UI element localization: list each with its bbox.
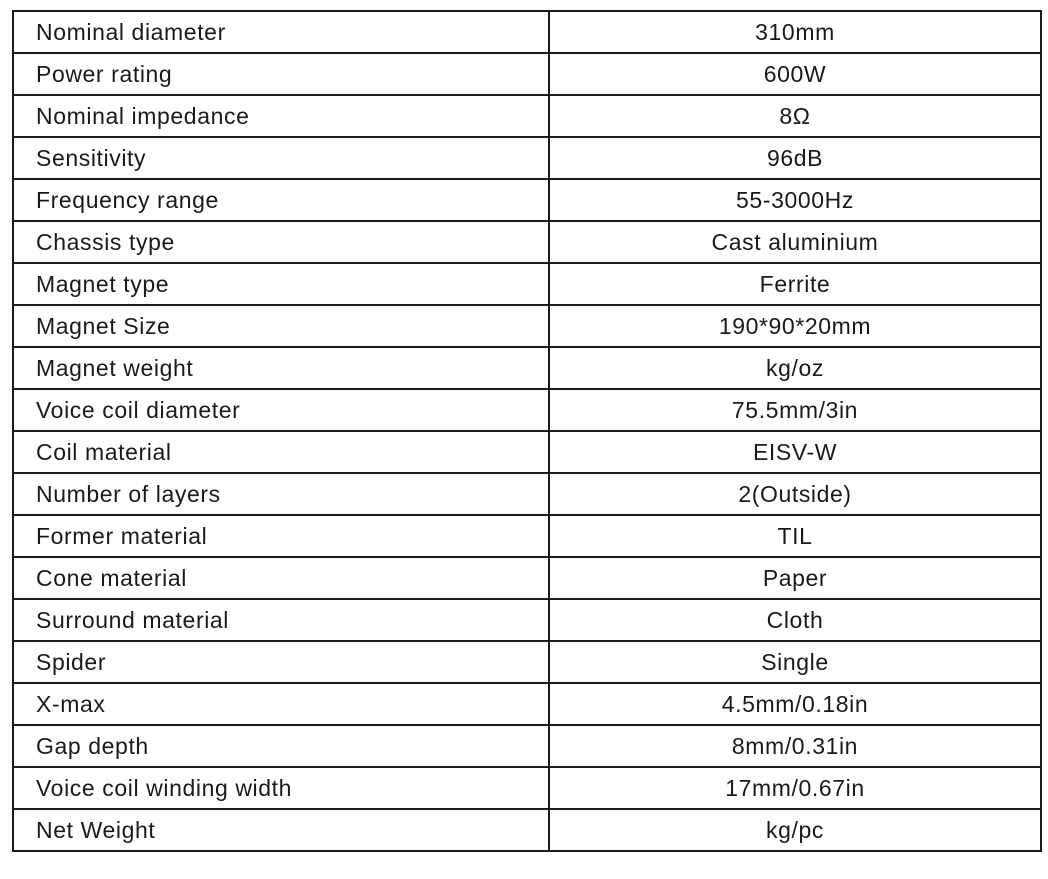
spec-value: Ferrite — [549, 263, 1041, 305]
table-row — [13, 809, 1041, 851]
spec-label: X-max — [13, 683, 549, 725]
table-row — [13, 137, 1041, 179]
spec-table — [12, 10, 1042, 852]
spec-value: 75.5mm/3in — [549, 389, 1041, 431]
spec-value: 190*90*20mm — [549, 305, 1041, 347]
spec-label: Voice coil diameter — [13, 389, 549, 431]
spec-value: 17mm/0.67in — [549, 767, 1041, 809]
spec-label: Surround material — [13, 599, 549, 641]
spec-label: Magnet weight — [13, 347, 549, 389]
spec-label: Magnet Size — [13, 305, 549, 347]
table-row — [13, 557, 1041, 599]
spec-value: Cast aluminium — [549, 221, 1041, 263]
table-row — [13, 683, 1041, 725]
table-row — [13, 53, 1041, 95]
spec-value: 8Ω — [549, 95, 1041, 137]
spec-value: 600W — [549, 53, 1041, 95]
spec-label: Frequency range — [13, 179, 549, 221]
spec-label: Gap depth — [13, 725, 549, 767]
spec-label: Magnet type — [13, 263, 549, 305]
table-row — [13, 431, 1041, 473]
spec-label: Coil material — [13, 431, 549, 473]
spec-label: Net Weight — [13, 809, 549, 851]
table-row — [13, 767, 1041, 809]
spec-label: Former material — [13, 515, 549, 557]
spec-label: Nominal diameter — [13, 11, 549, 53]
spec-label: Nominal impedance — [13, 95, 549, 137]
spec-value: 4.5mm/0.18in — [549, 683, 1041, 725]
spec-label: Power rating — [13, 53, 549, 95]
table-row — [13, 347, 1041, 389]
spec-value: Paper — [549, 557, 1041, 599]
table-row — [13, 305, 1041, 347]
table-row — [13, 179, 1041, 221]
spec-label: Sensitivity — [13, 137, 549, 179]
spec-value: 8mm/0.31in — [549, 725, 1041, 767]
spec-label: Voice coil winding width — [13, 767, 549, 809]
spec-value: EISV-W — [549, 431, 1041, 473]
spec-value: 2(Outside) — [549, 473, 1041, 515]
table-row — [13, 641, 1041, 683]
table-row — [13, 473, 1041, 515]
table-row — [13, 221, 1041, 263]
spec-value: 310mm — [549, 11, 1041, 53]
table-row — [13, 95, 1041, 137]
spec-value: 96dB — [549, 137, 1041, 179]
spec-label: Cone material — [13, 557, 549, 599]
table-row — [13, 725, 1041, 767]
spec-value: 55-3000Hz — [549, 179, 1041, 221]
table-row — [13, 389, 1041, 431]
spec-value: kg/oz — [549, 347, 1041, 389]
table-row — [13, 11, 1041, 53]
table-row — [13, 263, 1041, 305]
spec-value: kg/pc — [549, 809, 1041, 851]
spec-label: Spider — [13, 641, 549, 683]
spec-label: Number of layers — [13, 473, 549, 515]
spec-value: Cloth — [549, 599, 1041, 641]
spec-value: TIL — [549, 515, 1041, 557]
table-row — [13, 515, 1041, 557]
spec-value: Single — [549, 641, 1041, 683]
table-row — [13, 599, 1041, 641]
spec-label: Chassis type — [13, 221, 549, 263]
spec-table-body — [13, 11, 1041, 851]
